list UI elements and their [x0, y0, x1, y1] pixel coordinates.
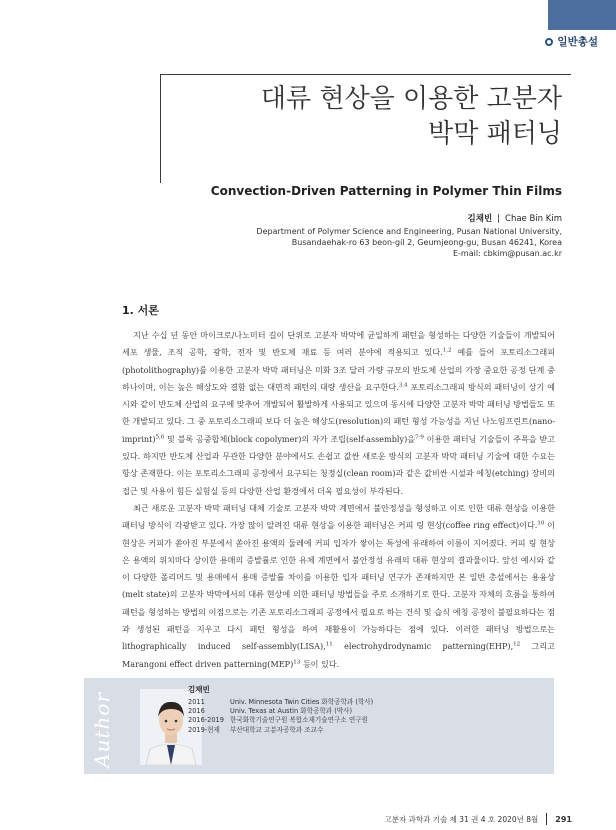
- affiliation-line: Department of Polymer Science and Engineering, Pusan National University,: [256, 227, 562, 236]
- section-heading: 1. 서론: [122, 304, 159, 317]
- bullet-circle-icon: [545, 38, 553, 46]
- citation: 5,6: [155, 434, 165, 441]
- affiliation-line: Busandaehak-ro 63 beon-gil 2, Geumjeong-gu, Busan 46241, Korea: [291, 238, 562, 247]
- author-box: [84, 678, 554, 774]
- page-number: 291: [555, 814, 572, 824]
- page-footer: [384, 813, 572, 825]
- author-line: [468, 212, 562, 224]
- affiliation: [256, 226, 562, 259]
- bio-row: 2011 Univ. Minnesota Twin Cities 화학공학과 (학사): [188, 698, 374, 706]
- bio-row: 2016 Univ. Texas at Austin 화학공학과 (박사): [188, 707, 353, 716]
- citation: 13: [293, 658, 301, 665]
- bio-row: 2016-2019 한국화학기술연구원 복합소재기술연구소 연구원: [188, 716, 368, 725]
- footer-divider: [546, 813, 547, 825]
- section-tag-label: 일반총설: [557, 36, 598, 48]
- journal-citation: 고분자 과학과 기술 제 31 권 4 호 2020년 8월: [384, 814, 539, 824]
- title-korean-line1: 대류 현상을 이용한 고분자: [260, 84, 562, 114]
- email-link[interactable]: E-mail: cbkim@pusan.ac.kr: [452, 249, 562, 258]
- citation: 12: [513, 641, 521, 648]
- bio-row: 2019-현재 부산대학교 고분자공학과 조교수: [188, 725, 324, 734]
- citation: 11: [325, 641, 333, 648]
- paragraph: 지난 수십 년 동안 마이크로/나노미터 길이 단위로 고분자 박막에 균일하게 패턴을 형성하는 다양한 기술들이 개발되어 세포 생물, 조직 공학, 광학, 전자 및 반도체 재료 등 여러 분야에 적용되고 있다.$^{1,2}$ 예를 들어 포토리소그래피(photolithography)를 이용한 고분자 박막 패터닝은 미화 3조 달러 가량 규모의 반도체 산업의 가장 중요한 공정 단계 중 하나이며, 이는 높은 해상도와 결함 없는 대면적 패턴의 대량 생산을 요구한다.$^{3,4}$ 포토리소그래피 방식의 패터닝이 상기 예시와 같이 반도체 산업의 요구에 맞추어 개발되어 활발하게 사용되고 있으며 동시에 다양한 고분자 박막 패터닝 방법들도 또한 개발되고 있다. 그 중 포토리소그래피 보다 더 높은 해상도(resolution)의 패턴 형성 가능성을 지닌 나노임프린트(nano-imprint)$^{5,6}$ 및 블록 공중합체(block copolymer)의 자가 조립(self-assembly)을$^{7-9}$ 이용한 패터닝 기술들이 주목을 받고 있다. 하지만 반도체 산업과 무관한 다양한 분야에서도 손쉽고 값싼 새로운 방식의 고분자 박막 패터닝 기술에 대한 수요는 항상 존재한다. 이는 포토리소그래피 공정에서 요구되는 청정실(clean room)과 같은 값비싼 시설과 에칭(etching) 장비의 접근 및 사용이 힘든 실험실 등의 다양한 산업 환경에서 더욱 필요성이 부각된다.: [122, 330, 555, 496]
- title-english: Convection-Driven Patterning in Polymer Thin Films: [210, 184, 562, 198]
- author-separator: |: [497, 214, 501, 224]
- citation: 7-9: [415, 434, 424, 441]
- author-name-ko: 김채빈: [467, 214, 493, 224]
- section-tag: [545, 34, 598, 49]
- author-name-en: Chae Bin Kim: [505, 214, 562, 224]
- title-korean-line2: 박막 패터닝: [428, 119, 562, 149]
- citation: 3,4: [398, 382, 408, 389]
- citation: 10: [537, 520, 545, 527]
- corner-color-tab: [548, 0, 616, 30]
- bio-list: [188, 698, 373, 735]
- body-text: [122, 327, 555, 673]
- paragraph: 최근 새로운 고분자 박막 패터닝 대체 기술로 고분자 박막 계면에서 불안정성을 형성하고 이로 인한 대류 현상을 이용한 패터닝 방식이 각광받고 있다. 가장 많이 알려진 대류 현상을 이용한 패터닝은 커피 링 현상(coffee ring effect)이다.$^{10}$ 이 현상은 커피가 쏟아진 부분에서 쏟아진 용액의 둘레에 커피 입자가 쌓이는 특성에 유래하여 이름이 지어졌다. 커피 링 현상은 용액의 위치마다 상이한 용매의 증발률로 인한 유체 계면에서 불안정성 유래의 대류 현상의 결과물이다. 앞선 예시와 같이 다양한 폴리머드 및 용매에서 용매 증발률 차이를 이용한 입자 패터닝 연구가 존재하지만 본 일반 총설에서는 용융상(melt state)의 고분자 박막에서의 대류 현상에 의한 패터닝 방법들을 주로 소개하기로 한다. 고분자 자체의 흐름을 통하여 패턴을 형성하는 방법의 이점으로는 기존 포토리소그래피 공정에서 필요로 하는 건식 및 습식 에칭 공정이 불필요하다는 점과 생성된 패턴을 지우고 다시 패턴 형성을 하여 재활용이 가능하다는 점에 있다. 이러한 패터닝 방법으로는 lithographically induced self-assembly(LISA),$^{11}$ electrohydrodynamic patterning(EHP),$^{12}$ 그리고 Marangoni effect driven patterning(MEP)$^{13}$ 등이 있다.: [122, 502, 555, 669]
- bio-name: 김채빈: [188, 685, 210, 694]
- title-korean: [261, 82, 562, 152]
- citation: 1,2: [442, 347, 452, 354]
- author-vertical-label: Author: [90, 692, 114, 768]
